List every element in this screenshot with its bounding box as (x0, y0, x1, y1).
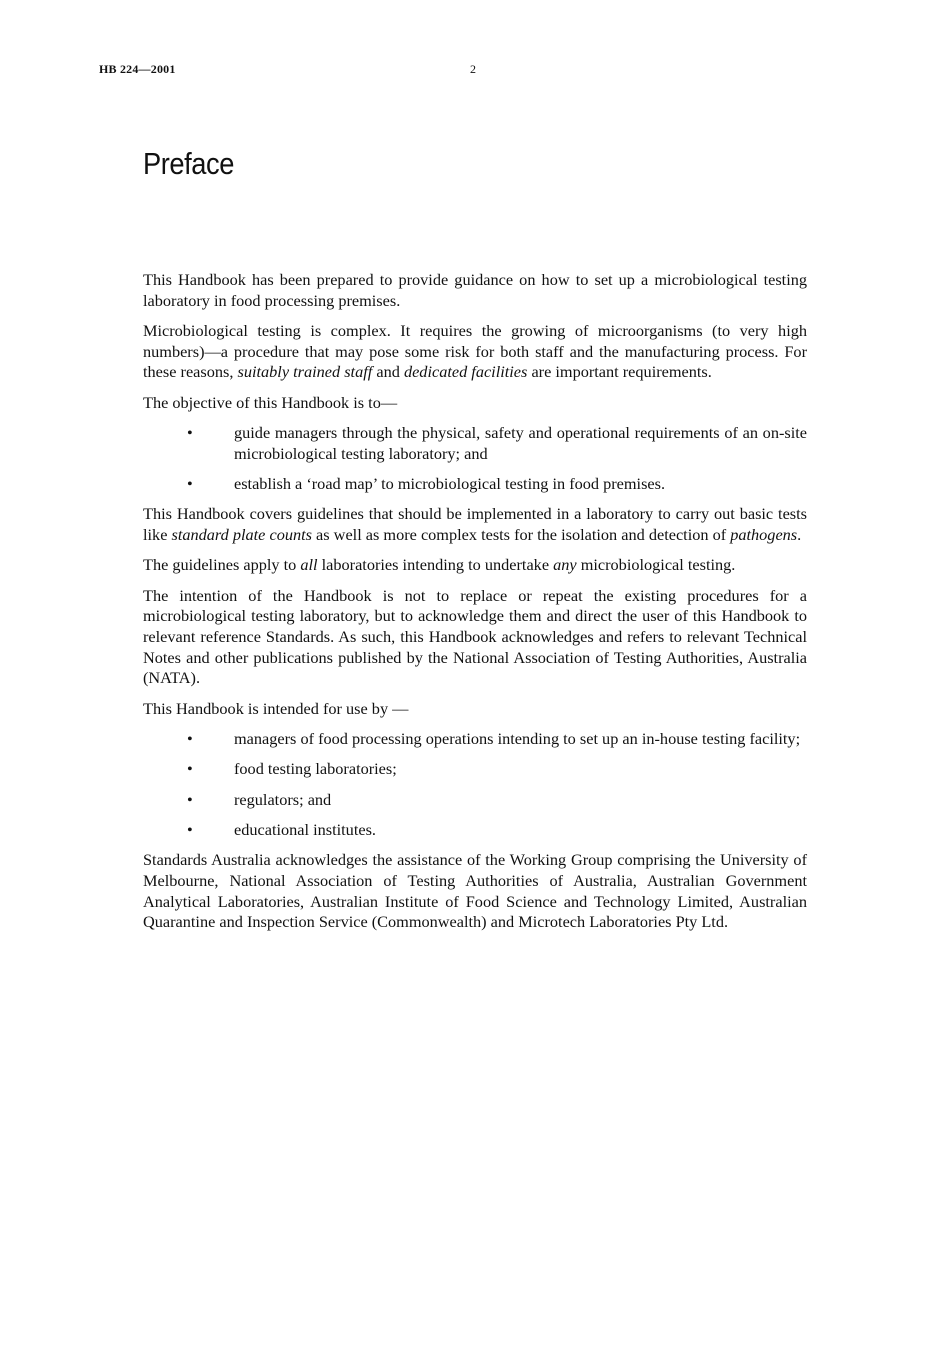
objectives-list (143, 423, 807, 495)
bullet-icon: • (187, 789, 193, 809)
list-item: • establish a ‘road map’ to microbiological testing in food premises. (187, 474, 666, 493)
list-item: • educational institutes. (187, 819, 376, 839)
paragraph-complexity: Microbiological testing is complex. It requires the growing of microorganisms (to very high numbers)—a procedure that may pose some risk for both staff and the manufacturing process. For these reasons, suitably trained staff and dedicated facilities are important requirements. (143, 321, 807, 382)
paragraph-scope: The guidelines apply to all laboratories intending to undertake any microbiological testing. (143, 555, 736, 575)
users-list (143, 729, 807, 841)
page-number: 2 (470, 62, 476, 76)
list-item: • regulators; and (187, 789, 332, 809)
bullet-icon: • (187, 474, 193, 493)
paragraph-users-intro: This Handbook is intended for use by — (143, 698, 409, 718)
paragraph-intention: The intention of the Handbook is not to replace or repeat the existing procedures for a microbiological testing laboratory, but to acknowledge them and direct the user of this Handbook to relevant reference Standards. As such, this Handbook acknowledges and refers to relevant Technical Notes and other publications published by the National Association of Testing Authorities, Australia (NATA). (143, 585, 807, 688)
paragraph-coverage: This Handbook covers guidelines that should be implemented in a laboratory to carry out basic tests like standard plate counts as well as more complex tests for the isolation and detection of pathogens. (143, 504, 807, 544)
paragraph-purpose: This Handbook has been prepared to provide guidance on how to set up a microbiological testing laboratory in food processing premises. (143, 270, 807, 310)
paragraph-objective-intro: The objective of this Handbook is to— (143, 392, 398, 412)
bullet-icon: • (187, 729, 193, 748)
paragraph-acknowledgements: Standards Australia acknowledges the assistance of the Working Group comprising the University of Melbourne, National Association of Testing Authorities of Australia, Australian Government Analytical Laboratories, Australian Institute of Food Science and Technology Limited, Australian Quarantine and Inspection Service (Commonwealth) and Microtech Laboratories Pty Ltd. (143, 850, 807, 932)
list-item: • food testing laboratories; (187, 759, 397, 779)
bullet-icon: • (187, 423, 193, 442)
bullet-icon: • (187, 819, 193, 839)
preface-body (143, 270, 807, 943)
list-item: • managers of food processing operations intending to set up an in-house testing facility; (187, 729, 801, 748)
list-item: • guide managers through the physical, safety and operational requirements of an on-site microbiological testing laboratory; and (187, 423, 807, 463)
document-id: HB 224—2001 (99, 62, 176, 76)
bullet-icon: • (187, 759, 193, 779)
page-title: Preface (143, 146, 234, 181)
